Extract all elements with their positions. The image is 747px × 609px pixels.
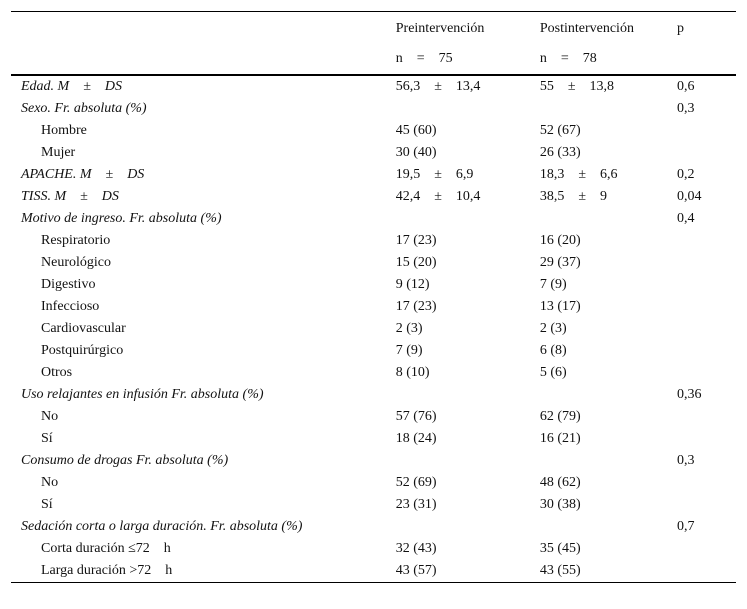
row-pre: 43 (57) xyxy=(396,560,540,583)
table-row xyxy=(11,450,736,472)
header-empty-cell xyxy=(677,44,736,75)
row-label: Sí xyxy=(41,497,53,512)
row-p: 0,2 xyxy=(677,167,695,182)
table-header xyxy=(11,12,736,76)
header-empty-cell xyxy=(11,12,396,45)
row-pre: 8 (10) xyxy=(395,365,430,380)
table-row xyxy=(11,494,736,516)
header-row-n xyxy=(11,44,736,75)
table-body xyxy=(11,75,736,583)
header-empty-cell xyxy=(11,44,396,75)
row-p xyxy=(677,494,736,516)
row-p xyxy=(677,428,736,450)
row-post: 18,3 ± 6,6 xyxy=(539,167,618,182)
table-row xyxy=(11,538,736,560)
row-p: 0,36 xyxy=(677,387,702,402)
row-label: Otros xyxy=(41,365,73,380)
row-p xyxy=(677,274,736,296)
row-pre: 30 (40) xyxy=(395,145,437,160)
table-row xyxy=(11,318,736,340)
row-post xyxy=(540,208,677,230)
header-postintervencion: Postintervención xyxy=(539,21,634,36)
row-post xyxy=(540,450,677,472)
row-p xyxy=(677,318,736,340)
row-pre: 7 (9) xyxy=(395,343,423,358)
row-label: Corta duración ≤72 h xyxy=(41,541,171,556)
row-post: 13 (17) xyxy=(539,299,581,314)
row-p xyxy=(677,296,736,318)
table-row xyxy=(11,428,736,450)
row-p xyxy=(677,406,736,428)
row-label: Larga duración >72 h xyxy=(11,560,396,583)
row-label: Cardiovascular xyxy=(41,321,126,336)
row-p xyxy=(677,340,736,362)
row-pre: 17 (23) xyxy=(395,299,437,314)
row-pre: 32 (43) xyxy=(395,541,437,556)
header-n-pre: n = 75 xyxy=(396,44,540,75)
row-p xyxy=(677,538,736,560)
row-p: 0,3 xyxy=(677,101,695,116)
row-label: Sedación corta o larga duración. Fr. absoluta (%) xyxy=(21,519,303,534)
row-label: Respiratorio xyxy=(41,233,111,248)
table-row xyxy=(11,472,736,494)
row-p: 0,7 xyxy=(677,519,695,534)
row-post: 6 (8) xyxy=(539,343,567,358)
row-pre xyxy=(396,450,540,472)
row-pre: 17 (23) xyxy=(395,233,437,248)
table-row xyxy=(11,164,736,186)
row-pre: 9 (12) xyxy=(395,277,430,292)
row-pre: 23 (31) xyxy=(395,497,437,512)
header-p-value: p xyxy=(677,21,685,36)
table-row xyxy=(11,340,736,362)
row-p xyxy=(677,230,736,252)
row-p: 0,3 xyxy=(677,453,695,468)
header-row-labels xyxy=(11,12,736,45)
row-p: 0,4 xyxy=(677,211,695,226)
table-row xyxy=(11,208,736,230)
row-post xyxy=(540,516,677,538)
table-row xyxy=(11,384,736,406)
row-pre: 52 (69) xyxy=(395,475,437,490)
row-p xyxy=(677,142,736,164)
header-n-post: n = 78 xyxy=(540,44,677,75)
table-row xyxy=(11,406,736,428)
table-row xyxy=(11,252,736,274)
row-label: Uso relajantes en infusión Fr. absoluta (%) xyxy=(21,387,264,402)
table-row xyxy=(11,274,736,296)
row-post: 5 (6) xyxy=(539,365,567,380)
row-pre: 15 (20) xyxy=(395,255,437,270)
table-row xyxy=(11,230,736,252)
table-row xyxy=(11,560,736,583)
row-pre: 2 (3) xyxy=(395,321,423,336)
row-post: 16 (21) xyxy=(539,431,581,446)
row-post: 16 (20) xyxy=(539,233,581,248)
row-label: TISS. M ± DS xyxy=(21,189,119,204)
row-pre: 45 (60) xyxy=(395,123,437,138)
table-row xyxy=(11,362,736,384)
row-post: 26 (33) xyxy=(539,145,581,160)
table-row xyxy=(11,186,736,208)
row-label: APACHE. M ± DS xyxy=(21,167,145,182)
patient-characteristics-table xyxy=(11,11,736,583)
row-pre xyxy=(396,208,540,230)
row-pre: 57 (76) xyxy=(395,409,437,424)
row-p: 0,6 xyxy=(677,79,695,94)
row-label: Mujer xyxy=(41,145,76,160)
row-post xyxy=(540,98,677,120)
row-post: 48 (62) xyxy=(539,475,581,490)
row-p xyxy=(677,560,736,583)
row-p xyxy=(677,120,736,142)
row-p xyxy=(677,362,736,384)
row-label: Edad. M ± DS xyxy=(21,79,123,94)
row-pre xyxy=(396,516,540,538)
row-post: 2 (3) xyxy=(539,321,567,336)
row-post: 30 (38) xyxy=(539,497,581,512)
row-label: Digestivo xyxy=(41,277,96,292)
row-label: Hombre xyxy=(41,123,87,138)
table-row xyxy=(11,516,736,538)
row-pre xyxy=(396,98,540,120)
row-pre xyxy=(396,384,540,406)
row-post: 55 ± 13,8 xyxy=(539,79,615,94)
row-p: 0,04 xyxy=(677,189,702,204)
row-label: Consumo de drogas Fr. absoluta (%) xyxy=(21,453,229,468)
table-row xyxy=(11,98,736,120)
row-label: Neurológico xyxy=(41,255,111,270)
row-post: 7 (9) xyxy=(539,277,567,292)
row-p xyxy=(677,472,736,494)
header-preintervencion: Preintervención xyxy=(395,21,485,36)
row-label: Infeccioso xyxy=(41,299,100,314)
row-label: Sí xyxy=(41,431,53,446)
row-post xyxy=(540,384,677,406)
row-post: 29 (37) xyxy=(539,255,581,270)
row-p xyxy=(677,252,736,274)
row-pre: 42,4 ± 10,4 xyxy=(395,189,481,204)
row-label: Postquirúrgico xyxy=(41,343,124,358)
row-pre: 19,5 ± 6,9 xyxy=(395,167,474,182)
row-label: No xyxy=(41,409,59,424)
table-row xyxy=(11,120,736,142)
table-row xyxy=(11,142,736,164)
table-row xyxy=(11,75,736,98)
row-post: 35 (45) xyxy=(539,541,581,556)
row-post: 52 (67) xyxy=(539,123,581,138)
table-row xyxy=(11,296,736,318)
row-label: Motivo de ingreso. Fr. absoluta (%) xyxy=(21,211,222,226)
row-post: 43 (55) xyxy=(540,560,677,583)
row-post: 38,5 ± 9 xyxy=(539,189,608,204)
row-label: No xyxy=(41,475,59,490)
row-pre: 18 (24) xyxy=(395,431,437,446)
row-label: Sexo. Fr. absoluta (%) xyxy=(21,101,147,116)
row-post: 62 (79) xyxy=(539,409,581,424)
row-pre: 56,3 ± 13,4 xyxy=(395,79,481,94)
